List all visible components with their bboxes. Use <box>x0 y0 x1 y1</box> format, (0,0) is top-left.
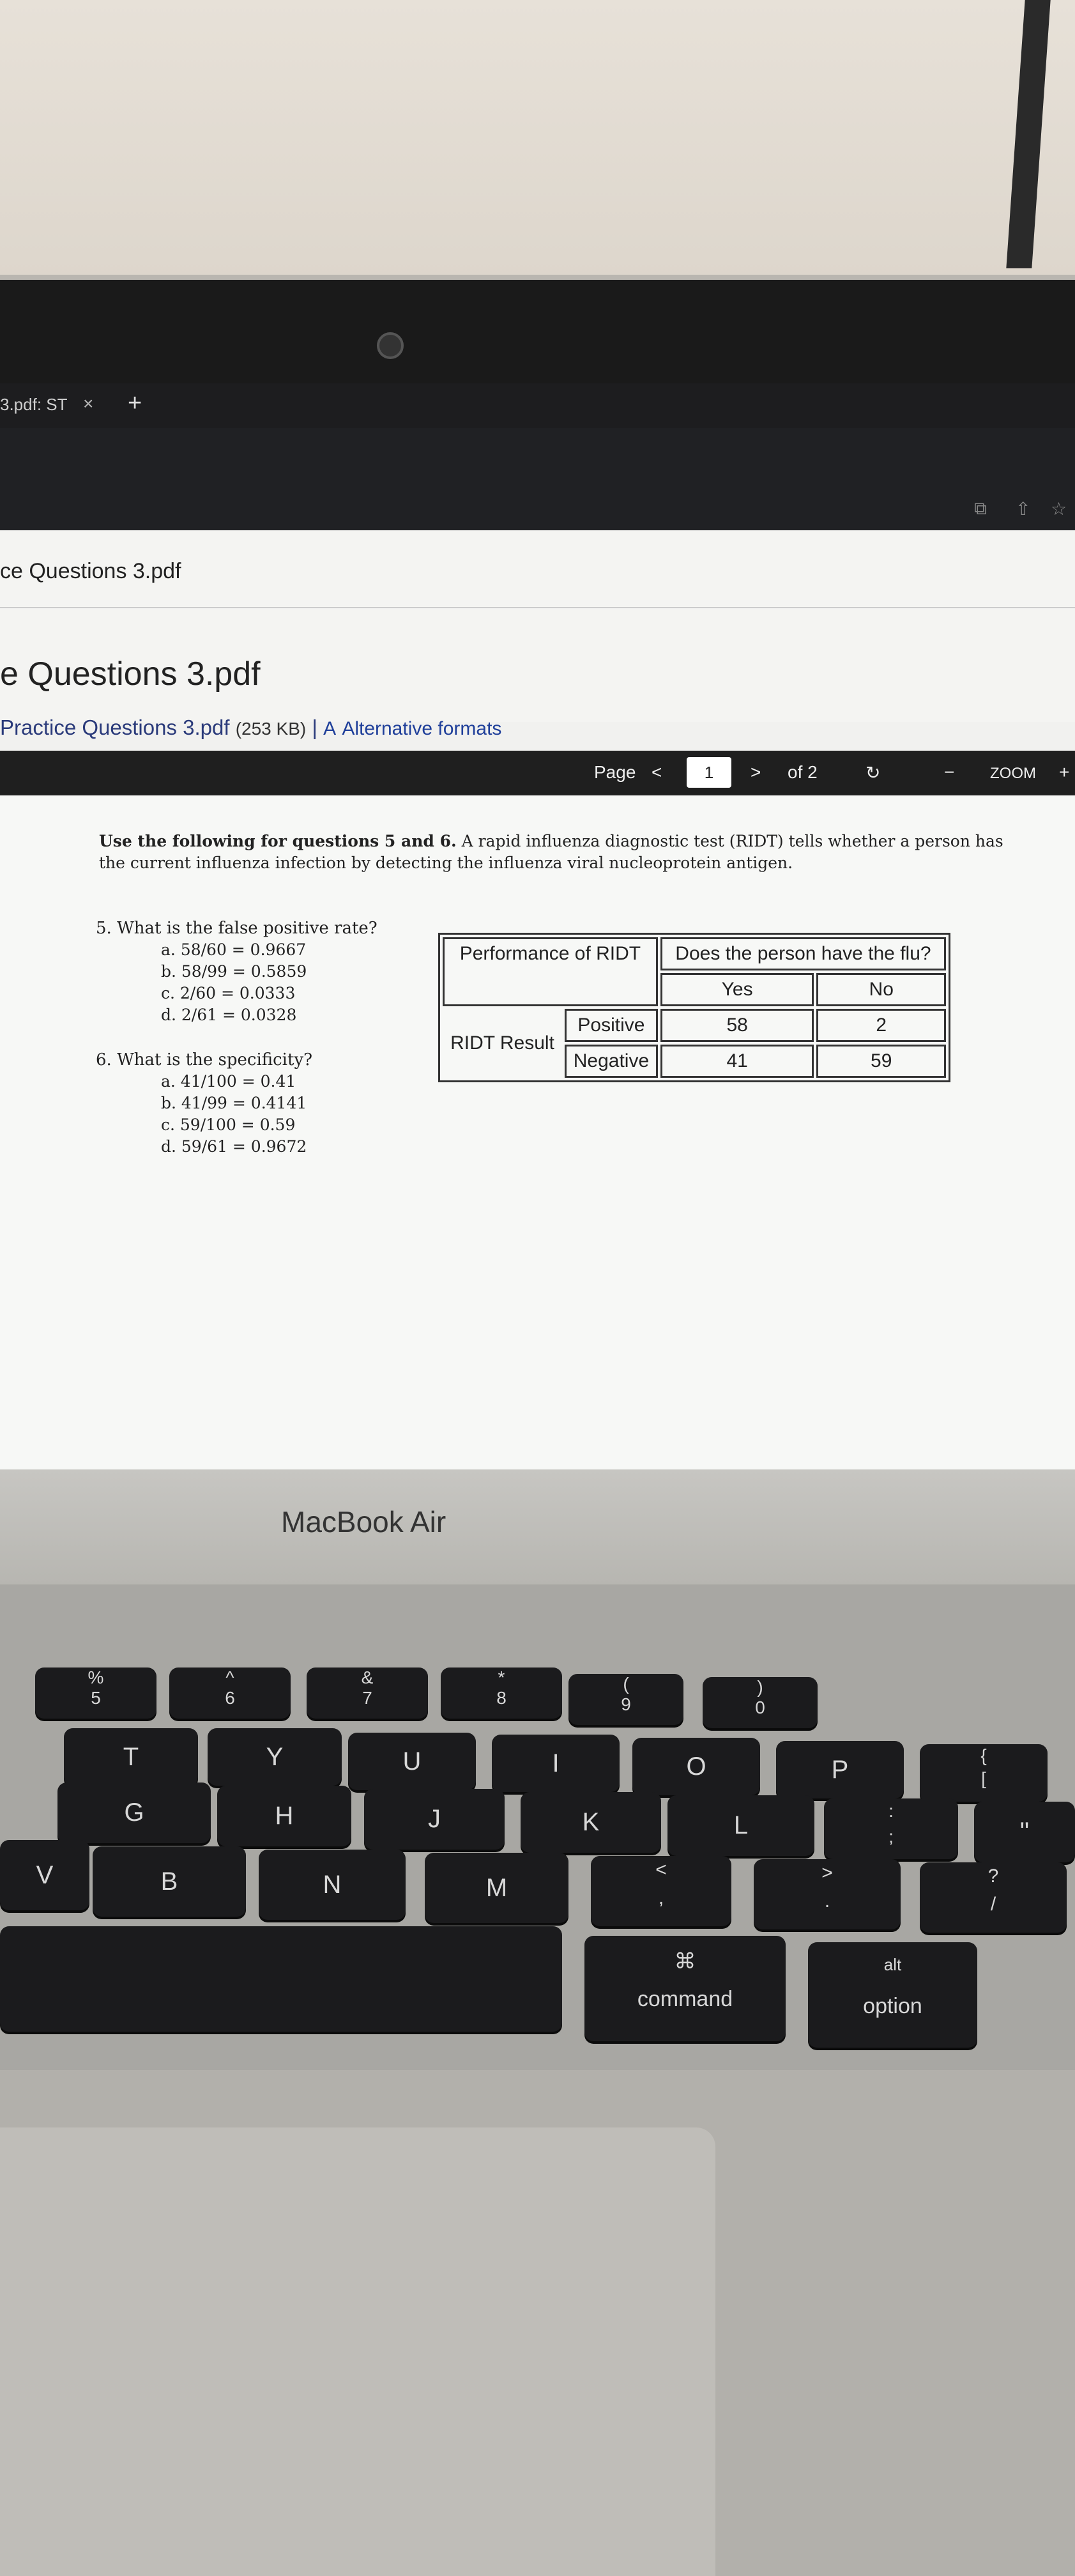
cell-pos-yes: 58 <box>660 1009 814 1042</box>
browser-tab[interactable]: 3.pdf: ST <box>0 395 68 414</box>
key-5[interactable]: % 5 <box>35 1667 156 1719</box>
command-key[interactable] <box>584 1936 786 2041</box>
option: b. 41/99 = 0.4141 <box>161 1094 307 1112</box>
option: b. 58/99 = 0.5859 <box>161 962 307 981</box>
col-no: No <box>816 973 946 1006</box>
zoom-out-button[interactable]: − <box>944 762 955 782</box>
file-size: (253 KB) <box>235 719 307 739</box>
key-h[interactable]: H <box>217 1786 351 1846</box>
page-total: of 2 <box>788 762 818 782</box>
key-slash[interactable]: ? / <box>920 1862 1067 1933</box>
key-g[interactable]: G <box>57 1782 211 1843</box>
option: d. 59/61 = 0.9672 <box>161 1137 307 1156</box>
key-v[interactable]: V <box>0 1840 89 1910</box>
ridt-table <box>438 933 950 1082</box>
key-comma[interactable]: < , <box>591 1856 731 1926</box>
question-5 <box>96 919 377 938</box>
question-number: 5. <box>96 919 112 938</box>
question-intro <box>99 831 1025 874</box>
header-divider <box>0 607 1075 608</box>
row-positive: Positive <box>565 1009 658 1042</box>
key-8[interactable]: * 8 <box>441 1667 562 1719</box>
page-label: Page <box>594 762 636 782</box>
key-9[interactable]: ( 9 <box>568 1674 683 1725</box>
key-u[interactable]: U <box>348 1733 476 1790</box>
new-tab-button[interactable]: + <box>128 390 142 417</box>
space-bar[interactable] <box>0 1926 562 2032</box>
row-negative: Negative <box>565 1045 658 1078</box>
file-link[interactable]: Practice Questions 3.pdf <box>0 716 230 739</box>
cell-pos-no: 2 <box>816 1009 946 1042</box>
intro-bold: Use the following for questions 5 and 6. <box>99 832 457 850</box>
upload-icon[interactable]: ⇧ <box>1016 499 1031 519</box>
col-yes: Yes <box>660 973 814 1006</box>
trackpad[interactable] <box>0 2128 715 2576</box>
option: a. 58/60 = 0.9667 <box>161 940 307 959</box>
key-6[interactable]: ^ 6 <box>169 1667 291 1719</box>
key-semicolon[interactable]: : ; <box>824 1798 958 1859</box>
file-info <box>0 716 501 740</box>
browser-address-area <box>0 428 1075 530</box>
key-i[interactable]: I <box>492 1735 620 1792</box>
key-quote[interactable]: " <box>974 1802 1075 1862</box>
brand-label: MacBook Air <box>281 1505 446 1538</box>
question-6 <box>96 1050 312 1070</box>
next-page-button[interactable]: > <box>751 762 761 782</box>
table-corner: Performance of RIDT <box>443 937 658 1006</box>
prev-page-button[interactable]: < <box>652 762 662 782</box>
cell-neg-yes: 41 <box>660 1045 814 1078</box>
laptop-hinge <box>0 1469 1075 1584</box>
option: c. 2/60 = 0.0333 <box>161 984 296 1002</box>
key-p[interactable]: P <box>776 1741 904 1798</box>
key-y[interactable]: Y <box>208 1728 342 1786</box>
page-title: e Questions 3.pdf <box>0 656 261 693</box>
question-text: What is the false positive rate? <box>117 919 377 938</box>
key-j[interactable]: J <box>364 1789 505 1850</box>
command-label: command <box>637 1987 733 2011</box>
zoom-label: ZOOM <box>990 765 1036 782</box>
wall-background <box>0 0 1075 281</box>
intro-text: A rapid influenza diagnostic test (RIDT) tells whether a person has the current influenza infection by detecting the influenza viral nucleoprotein antigen. <box>99 832 1003 872</box>
key-k[interactable]: K <box>521 1792 661 1853</box>
page-number-input[interactable]: 1 <box>687 757 731 788</box>
option: c. 59/100 = 0.59 <box>161 1116 296 1134</box>
close-tab-icon[interactable]: × <box>83 394 94 413</box>
option-label: option <box>863 1994 922 2018</box>
question-number: 6. <box>96 1050 112 1070</box>
command-symbol: ⌘ <box>674 1949 696 1974</box>
laptop-screen <box>0 383 1075 1469</box>
option-key[interactable] <box>808 1942 977 2048</box>
alt-label: alt <box>883 1955 902 1974</box>
key-period[interactable]: > . <box>754 1859 901 1929</box>
key-bracket[interactable]: { [ <box>920 1744 1048 1802</box>
breadcrumb[interactable]: ce Questions 3.pdf <box>0 559 181 583</box>
rotate-icon[interactable]: ↻ <box>865 763 881 783</box>
key-t[interactable]: T <box>64 1728 198 1786</box>
browser-tab-bar <box>0 383 1075 428</box>
pdf-viewer-toolbar <box>0 751 1075 795</box>
share-icon[interactable]: ⧉ <box>974 498 987 518</box>
key-0[interactable]: ) 0 <box>703 1677 818 1728</box>
key-o[interactable]: O <box>632 1738 760 1795</box>
key-l[interactable]: L <box>667 1795 814 1856</box>
question-text: What is the specificity? <box>117 1050 313 1070</box>
key-7[interactable]: & 7 <box>307 1667 428 1719</box>
alternative-formats-link[interactable]: Alternative formats <box>342 718 502 739</box>
row-group: RIDT Result <box>450 1032 554 1054</box>
webcam <box>377 332 404 359</box>
bookmark-star-icon[interactable]: ☆ <box>1051 499 1067 519</box>
laptop-bezel <box>0 275 1075 388</box>
option: a. 41/100 = 0.41 <box>161 1072 296 1091</box>
alternative-formats-icon: A <box>323 718 337 739</box>
separator: | <box>312 716 317 739</box>
key-n[interactable]: N <box>259 1850 406 1920</box>
cell-neg-no: 59 <box>816 1045 946 1078</box>
key-b[interactable]: B <box>93 1846 246 1917</box>
zoom-in-button[interactable]: + <box>1059 762 1070 782</box>
key-m[interactable]: M <box>425 1853 568 1923</box>
table-header: Does the person have the flu? <box>660 937 946 970</box>
option: d. 2/61 = 0.0328 <box>161 1006 297 1024</box>
